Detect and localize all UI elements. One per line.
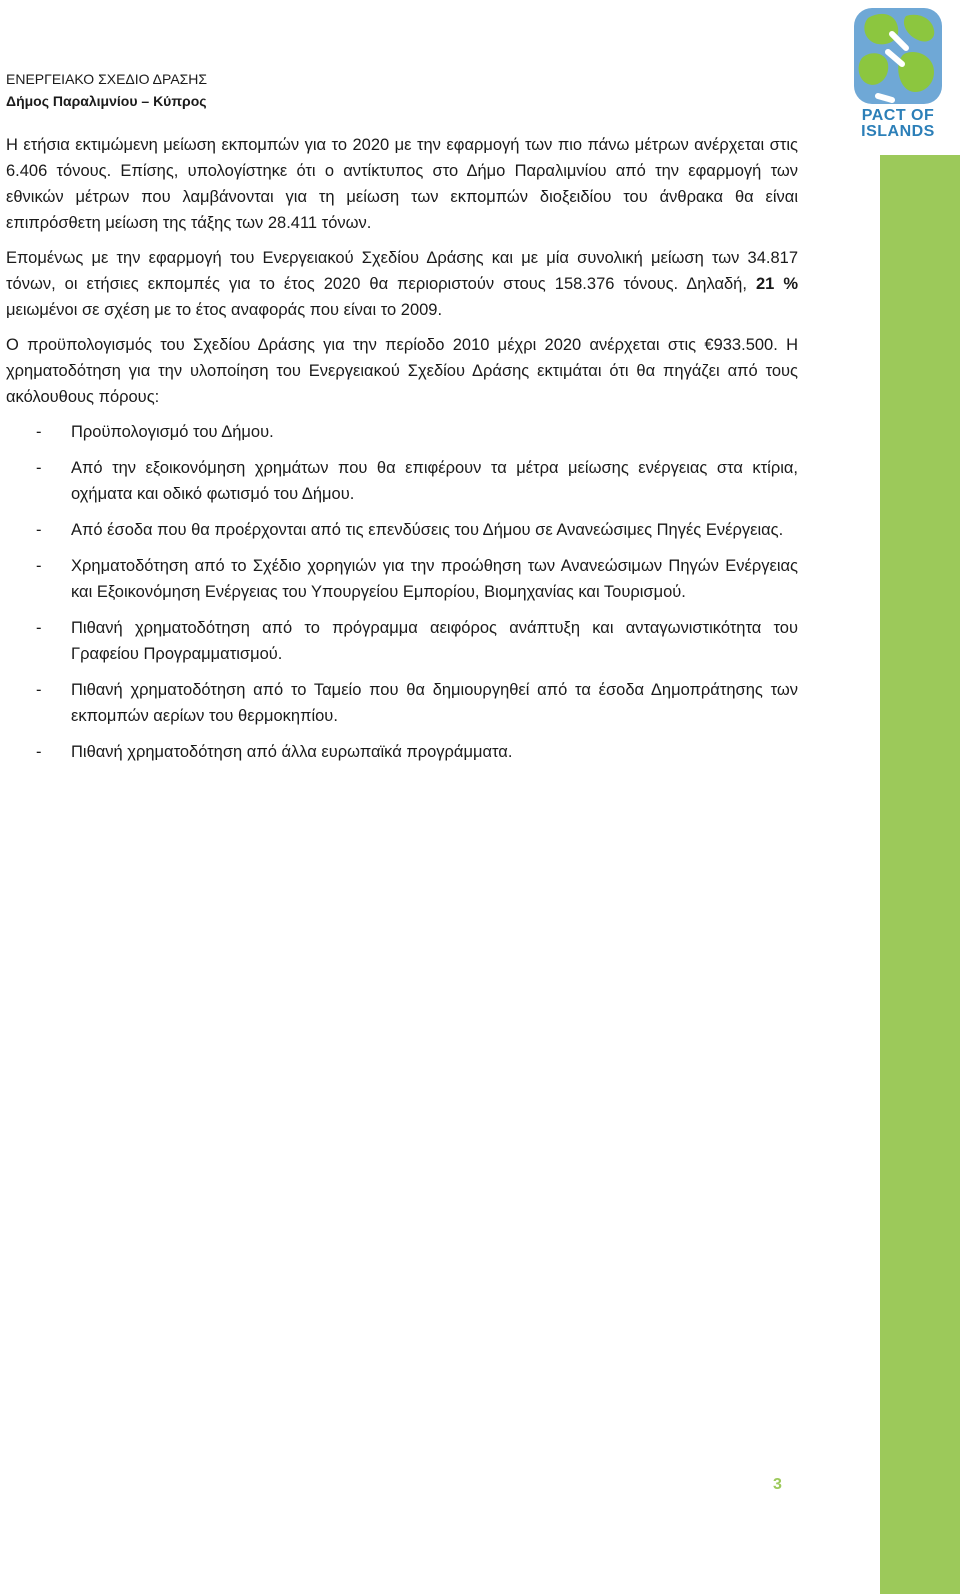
list-item-text: Από την εξοικονόμηση χρημάτων που θα επιφέρουν τα μέτρα μείωσης ενέργειας στα κτίρια, οχήματα και οδικό φωτισμό του Δήμου. xyxy=(71,459,798,503)
list-item xyxy=(6,615,798,667)
list-item xyxy=(6,419,798,445)
list-item-text: Πιθανή χρηματοδότηση από άλλα ευρωπαϊκά προγράμματα. xyxy=(71,743,513,761)
list-item xyxy=(6,455,798,507)
list-item-text: Χρηματοδότηση από το Σχέδιο χορηγιών για την προώθηση των Ανανεώσιμων Πηγών Ενέργειας και Εξοικονόμηση Ενέργειας του Υπουργείου Εμπορίου, Βιομηχανίας και Τουρισμού. xyxy=(71,557,798,601)
paragraph-text: Επομένως με την εφαρμογή του Ενεργειακού Σχεδίου Δράσης και με μία συνολική μείωση των 34.817 τόνων, οι ετήσιες εκπομπές για το έτος 2020 θα περιοριστούν στους 158.376 τόνους. Δηλαδή, xyxy=(6,249,798,293)
list-dash: - xyxy=(36,557,42,575)
list-dash: - xyxy=(36,423,42,441)
header-subtitle: Δήμος Παραλιμνίου – Κύπρος xyxy=(6,93,207,109)
list-item xyxy=(6,739,798,765)
list-item-text: Προϋπολογισμό του Δήμου. xyxy=(71,423,274,441)
document-header xyxy=(6,68,207,112)
page-number: 3 xyxy=(773,1476,782,1493)
list-dash: - xyxy=(36,459,42,477)
paragraph-total-reduction xyxy=(6,245,798,323)
list-dash: - xyxy=(36,521,42,539)
islands-icon xyxy=(848,4,948,110)
list-item-text: Πιθανή χρηματοδότηση από το πρόγραμμα αειφόρος ανάπτυξη και ανταγωνιστικότητα του Γραφείου Προγραμματισμού. xyxy=(71,619,798,663)
list-dash: - xyxy=(36,681,42,699)
sidebar-green-bar xyxy=(880,155,960,1594)
paragraph-emissions-reduction: Η ετήσια εκτιμώμενη μείωση εκπομπών για το 2020 με την εφαρμογή των πιο πάνω μέτρων ανέρχεται στις 6.406 τόνους. Επίσης, υπολογίστηκε ότι ο αντίκτυπος στο Δήμο Παραλιμνίου από την εφαρμογή των εθνικών μέτρων που λαμβάνονται για τη μείωση των εκπομπών διοξειδίου του άνθρακα θα είναι επιπρόσθετη μείωση της τάξης των 28.411 τόνων. xyxy=(6,136,798,232)
logo-text-line1: PACT OF xyxy=(861,107,935,124)
funding-sources-list xyxy=(6,419,798,765)
logo-text-line2: ISLANDS xyxy=(861,123,935,140)
list-item xyxy=(6,553,798,605)
list-item-text: Από έσοδα που θα προέρχονται από τις επενδύσεις του Δήμου σε Ανανεώσιμες Πηγές Ενέργειας. xyxy=(71,521,784,539)
list-item-text: Πιθανή χρηματοδότηση από το Ταμείο που θα δημιουργηθεί από τα έσοδα Δημοπράτησης των εκπομπών αερίων του θερμοκηπίου. xyxy=(71,681,798,725)
paragraph-budget: Ο προϋπολογισμός του Σχεδίου Δράσης για την περίοδο 2010 μέχρι 2020 ανέρχεται στις €933.500. Η χρηματοδότηση για την υλοποίηση του Ενεργειακού Σχεδίου Δράσης εκτιμάται ότι θα πηγάζει από τους ακόλουθους πόρους: xyxy=(6,336,798,406)
list-dash: - xyxy=(36,619,42,637)
list-dash: - xyxy=(36,743,42,761)
list-item xyxy=(6,517,798,543)
header-title: ΕΝΕΡΓΕΙΑΚΟ ΣΧΕΔΙΟ ΔΡΑΣΗΣ xyxy=(6,71,208,87)
reduction-percentage: 21 % xyxy=(755,275,799,293)
paragraph-text: μειωμένοι σε σχέση με το έτος αναφοράς που είναι το 2009. xyxy=(6,301,443,319)
pact-of-islands-logo xyxy=(848,4,948,142)
document-body xyxy=(6,132,798,775)
list-item xyxy=(6,677,798,729)
